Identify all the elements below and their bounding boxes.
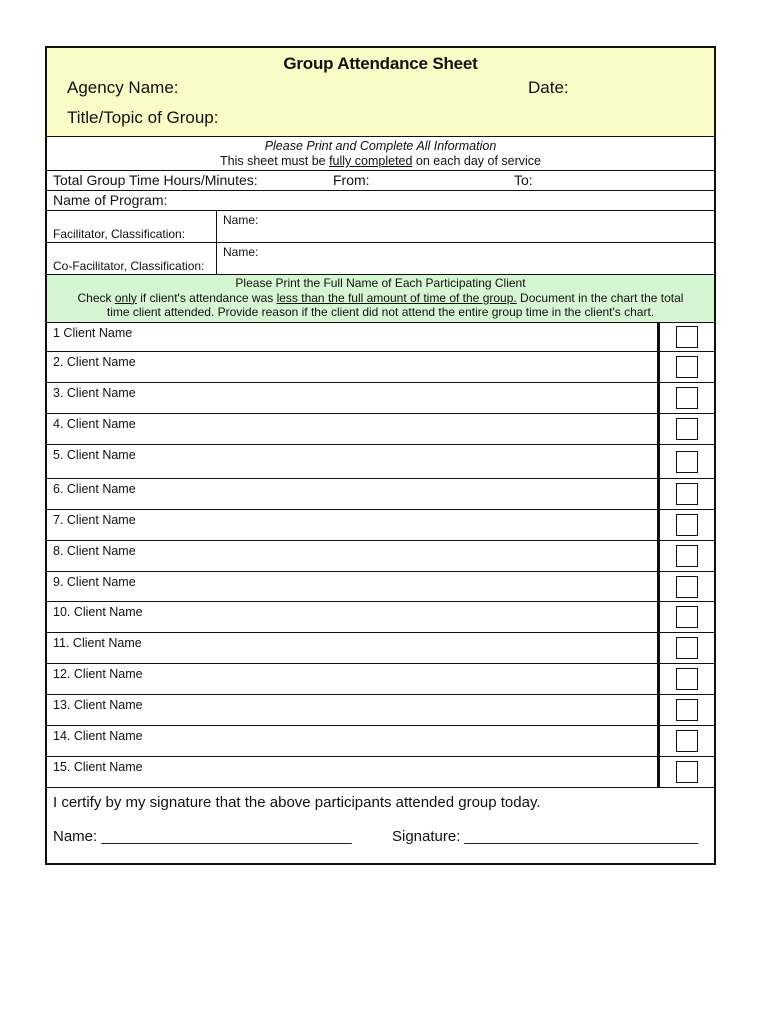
client-name-field[interactable]: 4. Client Name: [47, 414, 658, 444]
partial-attendance-checkbox[interactable]: [676, 418, 698, 440]
client-name-field[interactable]: 14. Client Name: [47, 726, 658, 756]
facilitator-name-field[interactable]: Name:: [223, 213, 259, 227]
client-row: [47, 383, 714, 414]
client-name-field[interactable]: 15. Client Name: [47, 757, 658, 787]
partial-attendance-checkbox[interactable]: [676, 637, 698, 659]
partial-attendance-cell: [658, 664, 714, 694]
client-name-field[interactable]: 2. Client Name: [47, 352, 658, 382]
partial-attendance-checkbox[interactable]: [676, 699, 698, 721]
partial-attendance-checkbox[interactable]: [676, 761, 698, 783]
client-name-field[interactable]: 7. Client Name: [47, 510, 658, 540]
partial-attendance-checkbox[interactable]: [676, 483, 698, 505]
facilitator-label: Facilitator, Classification:: [47, 211, 217, 242]
client-row: [47, 445, 714, 479]
partial-attendance-checkbox[interactable]: [676, 387, 698, 409]
partial-attendance-checkbox[interactable]: [676, 606, 698, 628]
instruction-line-1: Please Print and Complete All Information: [264, 139, 497, 153]
partial-attendance-checkbox[interactable]: [676, 730, 698, 752]
client-row: [47, 541, 714, 572]
attendance-sheet: [45, 46, 716, 865]
facilitator-row: [47, 211, 714, 243]
client-row: [47, 726, 714, 757]
page-title: Group Attendance Sheet: [283, 54, 478, 73]
client-name-field[interactable]: 1 Client Name: [47, 323, 658, 351]
instruction-text: This sheet must be: [220, 154, 330, 168]
instruction-text: Document in the chart the total: [516, 290, 684, 305]
partial-attendance-cell: [658, 541, 714, 571]
client-row: [47, 757, 714, 788]
header-section: [47, 48, 714, 137]
date-field[interactable]: Date:: [528, 78, 569, 97]
partial-attendance-cell: [658, 414, 714, 444]
client-name-field[interactable]: 11. Client Name: [47, 633, 658, 663]
client-name-field[interactable]: 10. Client Name: [47, 602, 658, 632]
client-name-field[interactable]: 13. Client Name: [47, 695, 658, 725]
client-row: [47, 479, 714, 510]
signature-line[interactable]: Signature: ____________________________: [392, 828, 699, 845]
cofacilitator-label: Co-Facilitator, Classification:: [47, 243, 217, 274]
partial-attendance-cell: [658, 510, 714, 540]
client-name-field[interactable]: 3. Client Name: [47, 383, 658, 413]
instruction-emphasis: only: [114, 290, 137, 305]
partial-attendance-checkbox[interactable]: [676, 668, 698, 690]
instruction-emphasis: less than the full amount of time of the group.: [276, 290, 517, 305]
program-name-field[interactable]: Name of Program:: [47, 191, 714, 211]
client-instructions: [47, 275, 714, 323]
partial-attendance-cell: [658, 445, 714, 478]
client-row: [47, 664, 714, 695]
certification-statement: I certify by my signature that the above participants attended group today.: [53, 794, 541, 811]
partial-attendance-cell: [658, 602, 714, 632]
partial-attendance-cell: [658, 695, 714, 725]
client-row: [47, 414, 714, 445]
client-row: [47, 323, 714, 352]
client-row: [47, 602, 714, 633]
group-time-row: [47, 171, 714, 191]
partial-attendance-cell: [658, 479, 714, 509]
from-field[interactable]: From:: [333, 172, 370, 188]
group-topic-field[interactable]: Title/Topic of Group:: [67, 108, 219, 127]
name-signature-line[interactable]: Name: ______________________________: [53, 828, 352, 845]
client-row: [47, 695, 714, 726]
total-time-field[interactable]: Total Group Time Hours/Minutes:: [53, 172, 258, 188]
instruction-text: Check: [77, 290, 115, 305]
client-name-field[interactable]: 6. Client Name: [47, 479, 658, 509]
partial-attendance-cell: [658, 633, 714, 663]
client-instruction-line-3: time client attended. Provide reason if the client did not attend the entire group time in the client's chart.: [106, 305, 655, 319]
partial-attendance-checkbox[interactable]: [676, 576, 698, 598]
partial-attendance-cell: [658, 572, 714, 601]
client-row: [47, 572, 714, 602]
client-name-field[interactable]: 12. Client Name: [47, 664, 658, 694]
agency-name-field[interactable]: Agency Name:: [67, 78, 179, 97]
certification-section: [47, 788, 714, 863]
partial-attendance-cell: [658, 323, 714, 351]
client-list: [47, 323, 714, 788]
cofacilitator-row: [47, 243, 714, 275]
instruction-text: on each day of service: [412, 154, 541, 168]
partial-attendance-cell: [658, 352, 714, 382]
partial-attendance-checkbox[interactable]: [676, 514, 698, 536]
partial-attendance-checkbox[interactable]: [676, 326, 698, 348]
instruction-emphasis: fully completed: [329, 154, 413, 168]
partial-attendance-checkbox[interactable]: [676, 545, 698, 567]
partial-attendance-checkbox[interactable]: [676, 451, 698, 473]
client-row: [47, 352, 714, 383]
client-name-field[interactable]: 9. Client Name: [47, 572, 658, 601]
client-name-field[interactable]: 8. Client Name: [47, 541, 658, 571]
partial-attendance-checkbox[interactable]: [676, 356, 698, 378]
cofacilitator-name-field[interactable]: Name:: [223, 245, 259, 259]
client-name-field[interactable]: 5. Client Name: [47, 445, 658, 478]
general-instructions: [47, 137, 714, 171]
to-field[interactable]: To:: [514, 172, 533, 188]
client-row: [47, 633, 714, 664]
client-row: [47, 510, 714, 541]
partial-attendance-cell: [658, 726, 714, 756]
instruction-line-2: [47, 154, 714, 169]
partial-attendance-cell: [658, 757, 714, 787]
instruction-text: if client's attendance was: [136, 290, 277, 305]
client-instruction-line-1: Please Print the Full Name of Each Participating Client: [235, 276, 526, 290]
partial-attendance-cell: [658, 383, 714, 413]
client-instruction-line-2: [47, 291, 714, 306]
